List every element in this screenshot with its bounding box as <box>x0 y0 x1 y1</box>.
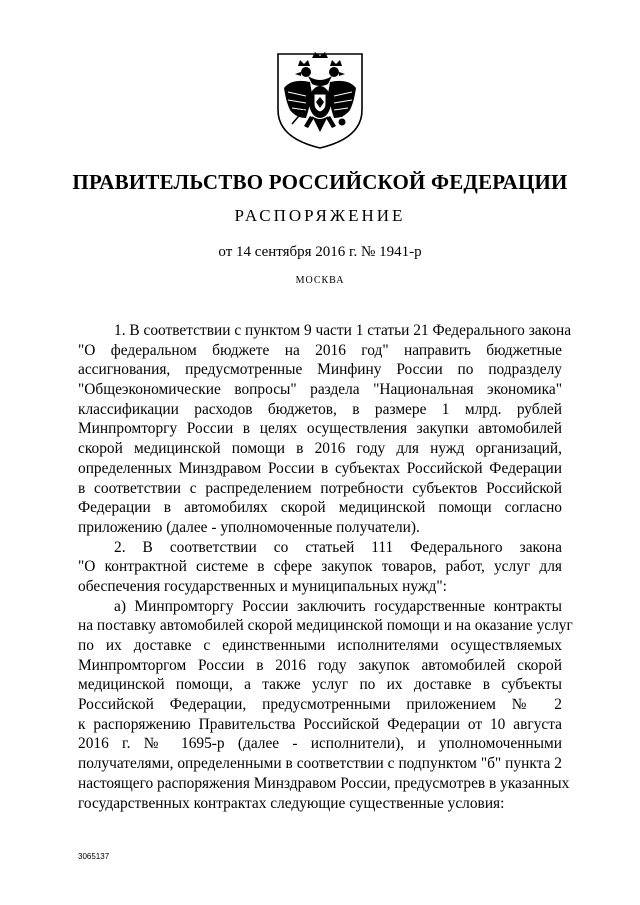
paragraph-2a-line: 2016 г. № 1695-р (далее - исполнители), и уполномоченными <box>78 735 562 753</box>
document-date-number: от 14 сентября 2016 г. № 1941-р <box>218 244 422 260</box>
paragraph-2a-line: на поставку автомобилей скорой медицинской помощи и на оказание услуг <box>78 617 573 635</box>
government-title: ПРАВИТЕЛЬСТВО РОССИЙСКОЙ ФЕДЕРАЦИИ <box>72 170 568 194</box>
paragraph-2-line: обеспечения государственных и муниципальных нужд": <box>78 577 447 595</box>
document-type: РАСПОРЯЖЕНИЕ <box>234 206 406 225</box>
paragraph-2a-line: к распоряжению Правительства Российской Федерации от 10 августа <box>78 715 562 733</box>
document-code: 3065137 <box>78 852 110 861</box>
paragraph-1-line: "О федеральном бюджете на 2016 год" направить бюджетные <box>78 341 562 359</box>
paragraph-1-line: в соответствии с распределением потребности субъектов Российской <box>78 479 562 497</box>
paragraph-2a-line: настоящего распоряжения Минздравом России, предусмотрев в указанных <box>78 774 570 792</box>
paragraph-1-line: 1. В соответствии с пунктом 9 части 1 статьи 21 Федерального закона <box>114 322 572 339</box>
paragraph-1-line: Федерации в автомобилях скорой медицинской помощи согласно <box>78 499 562 517</box>
paragraph-1-line: определенных Минздравом России в субъектах Российской Федерации <box>78 459 562 477</box>
paragraph-2a-line: по их доставке с единственными исполнителями осуществляемых <box>78 637 562 654</box>
paragraph-2a-line: медицинской помощи, а также услуг по их доставке в субъекты <box>78 676 562 694</box>
document-body <box>78 321 573 813</box>
paragraph-1-line: ассигнования, предусмотренные Минфину России по подразделу <box>78 361 562 379</box>
paragraph-1-line: приложению (далее - уполномоченные получатели). <box>78 518 420 536</box>
paragraph-2-line: 2. В соответствии со статьей 111 Федерального закона <box>114 538 562 556</box>
paragraph-2a-line: Минпромторгом России в 2016 году закупок автомобилей скорой <box>78 656 562 674</box>
paragraph-2a-line: Российской Федерации, предусмотренными приложением № 2 <box>78 696 562 714</box>
document-city: МОСКВА <box>295 275 345 286</box>
paragraph-2a-line: получателями, определенными в соответствии с подпунктом "б" пункта 2 <box>78 755 562 773</box>
paragraph-2a-line: государственных контрактах следующие существенные условия: <box>78 794 505 812</box>
paragraph-1-line: Минпромторгу России в целях осуществления закупки автомобилей <box>78 420 562 438</box>
paragraph-1-line: "Общеэкономические вопросы" раздела "Национальная экономика" <box>78 381 562 399</box>
coat-of-arms-icon <box>270 48 370 150</box>
paragraph-2-line: "О контрактной системе в сфере закупок товаров, работ, услуг для <box>78 558 562 576</box>
paragraph-2a-line: а) Минпромторгу России заключить государственные контракты <box>114 597 562 615</box>
paragraph-1-line: классификации расходов бюджетов, в размере 1 млрд. рублей <box>78 400 562 418</box>
paragraph-1-line: скорой медицинской помощи в 2016 году для нужд организаций, <box>78 440 562 458</box>
